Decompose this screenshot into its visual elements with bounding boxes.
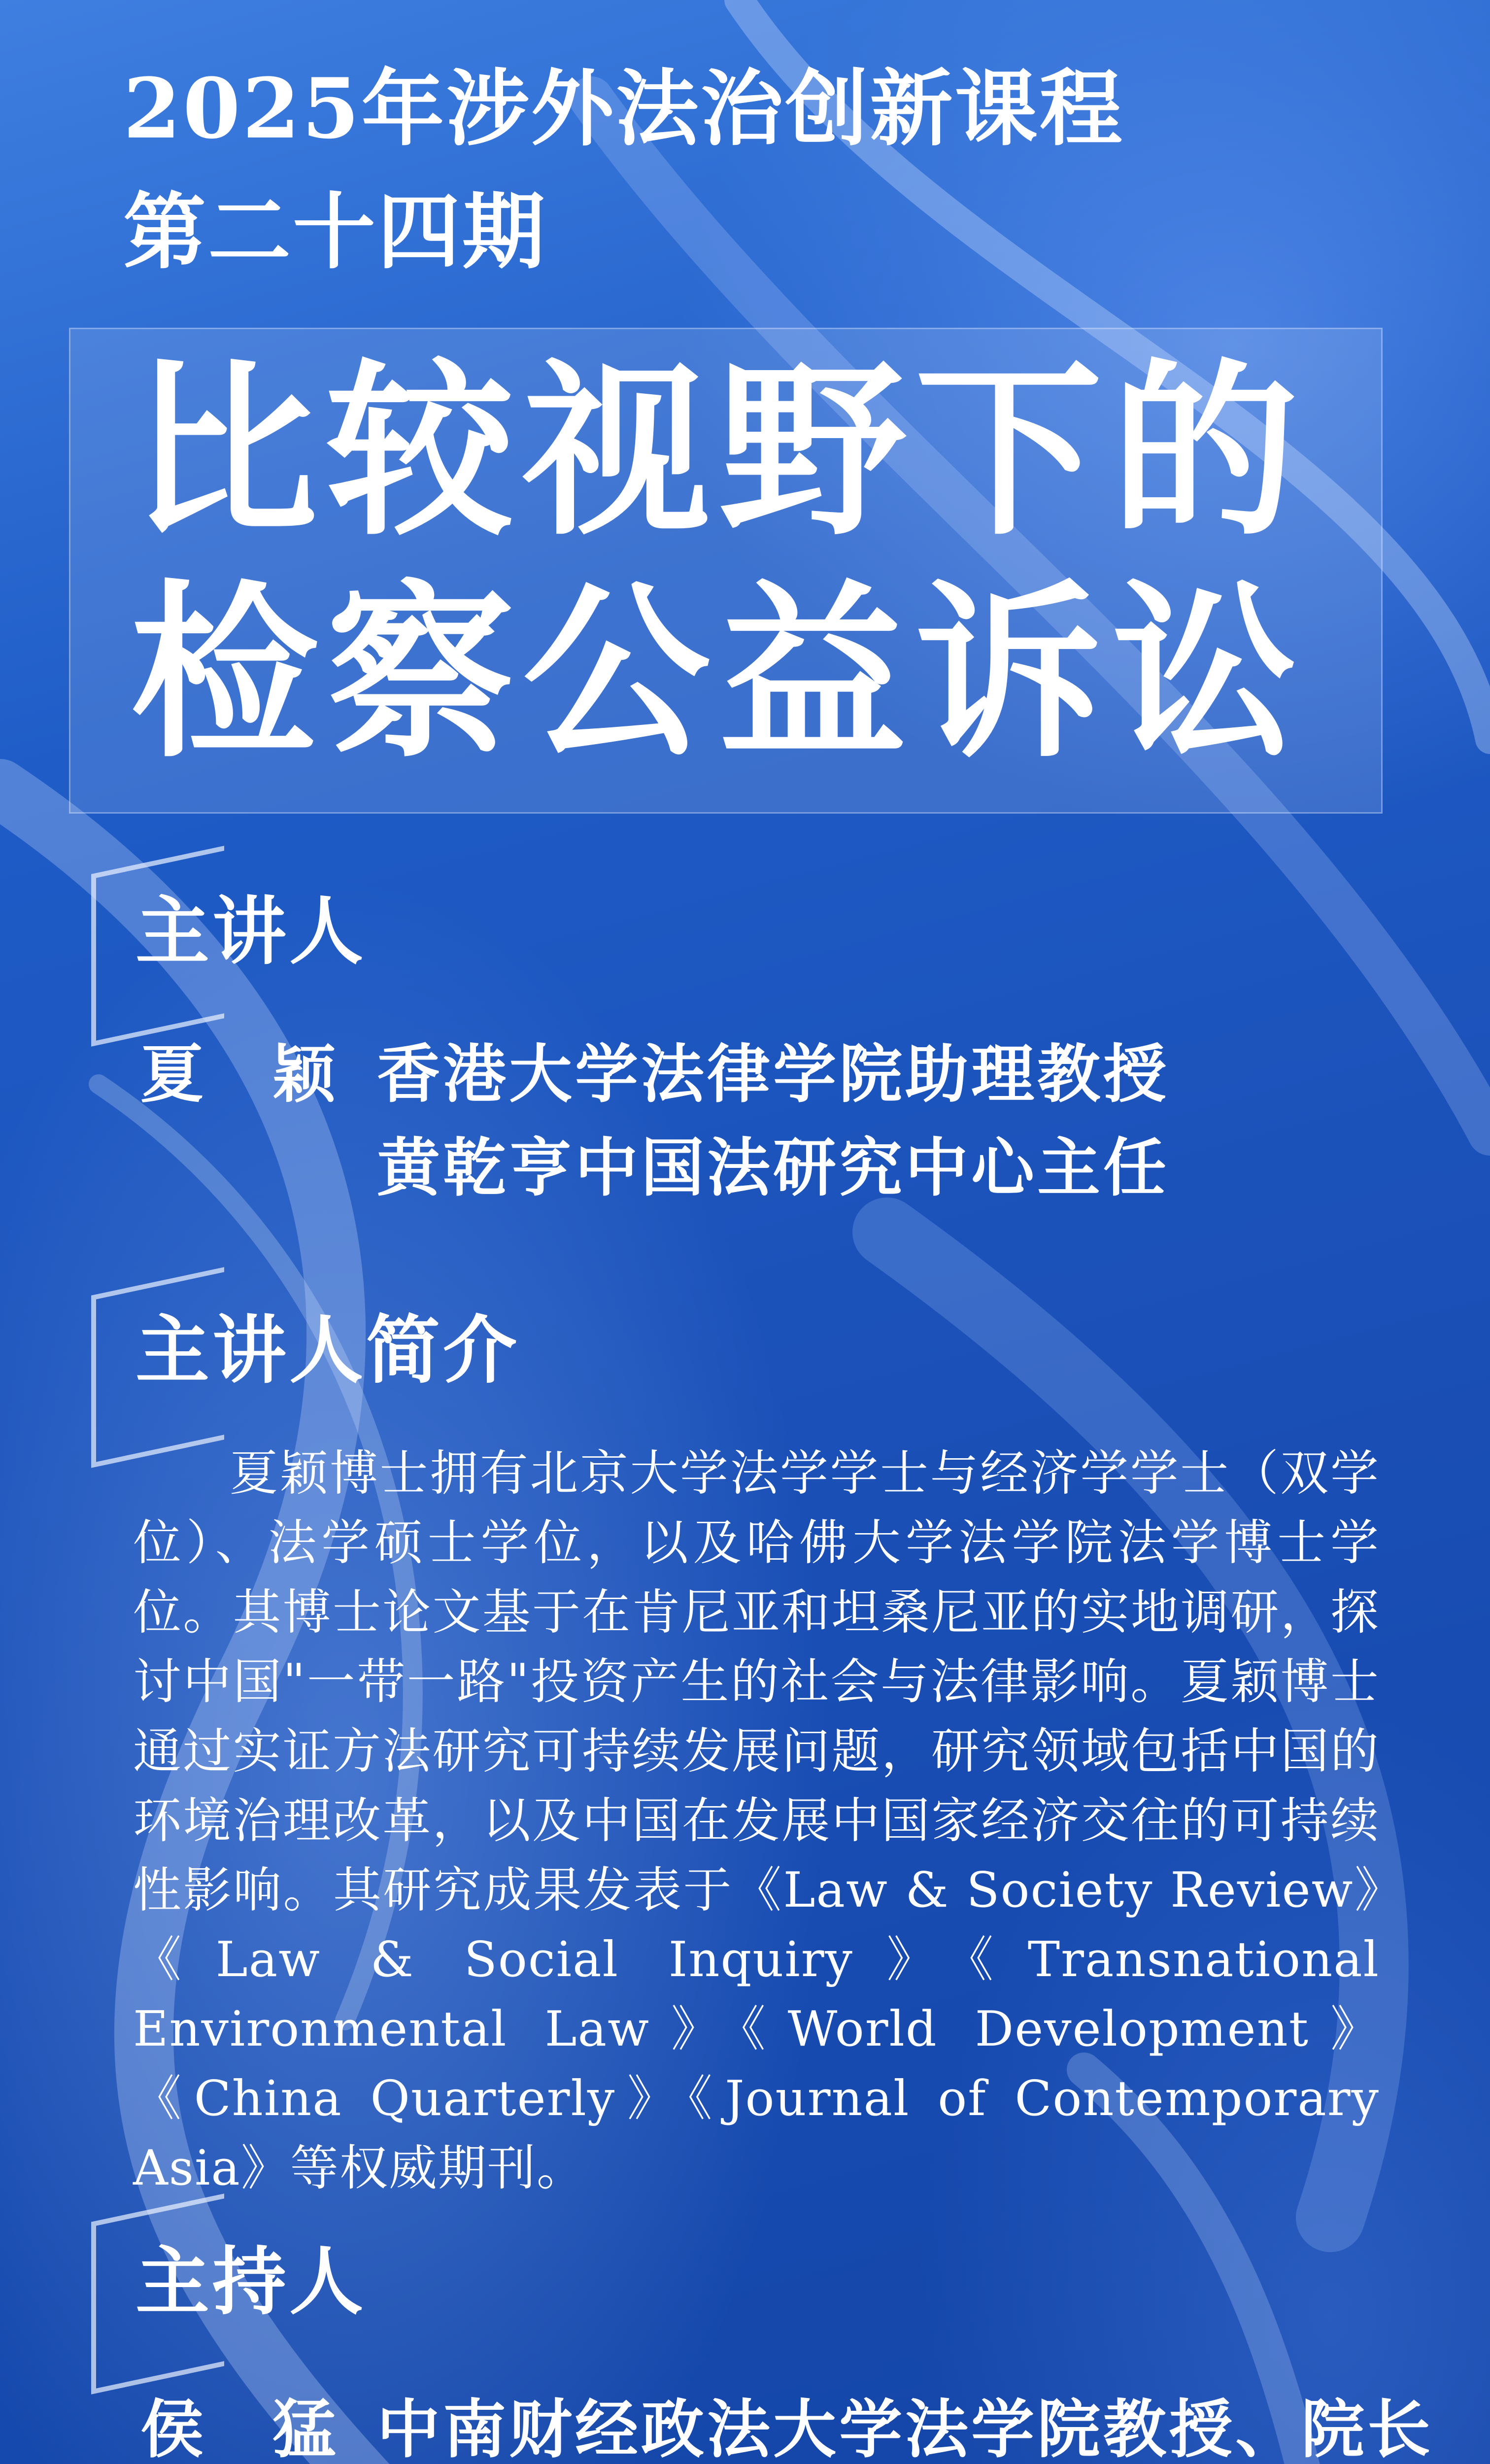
host-heading: 主持人 bbox=[135, 2238, 367, 2325]
main-title-line1: 比较视野下的 bbox=[131, 341, 1307, 561]
speaker-heading: 主讲人 bbox=[135, 888, 367, 975]
issue-number: 第二十四期 bbox=[123, 183, 547, 280]
speaker-title-1: 香港大学法律学院助理教授 bbox=[377, 1037, 1170, 1111]
course-series-title: 2025年涉外法治创新课程 bbox=[123, 60, 1124, 157]
host-title: 中南财经政法大学法学院教授、院长 bbox=[377, 2393, 1434, 2464]
host-name: 侯 猛 bbox=[140, 2393, 339, 2464]
speaker-intro-heading: 主讲人简介 bbox=[135, 1307, 520, 1394]
speaker-title-2: 黄乾亨中国法研究中心主任 bbox=[377, 1131, 1170, 1205]
speaker-bio-paragraph: 夏颖博士拥有北京大学法学学士与经济学学士（双学位）、法学硕士学位，以及哈佛大学法学院法学博士学位。其博士论文基于在肯尼亚和坦桑尼亚的实地调研，探讨中国"一带一路"投资产生的社会与法律影响。夏颖博士通过实证方法研究可持续发展问题，研究领域包括中国的环境治理改革，以及中国在发展中国家经济交往的可持续性影响。其研究成果发表于《Law & Society Review》《Law & Social Inquiry》《Transnational Environmental Law》《World Development》《China Quarterly》《Journal of Contemporary Asia》等权威期刊。 bbox=[133, 1445, 1380, 2196]
main-title-line2: 检察公益诉讼 bbox=[131, 562, 1307, 783]
speaker-name: 夏 颖 bbox=[140, 1037, 339, 1111]
